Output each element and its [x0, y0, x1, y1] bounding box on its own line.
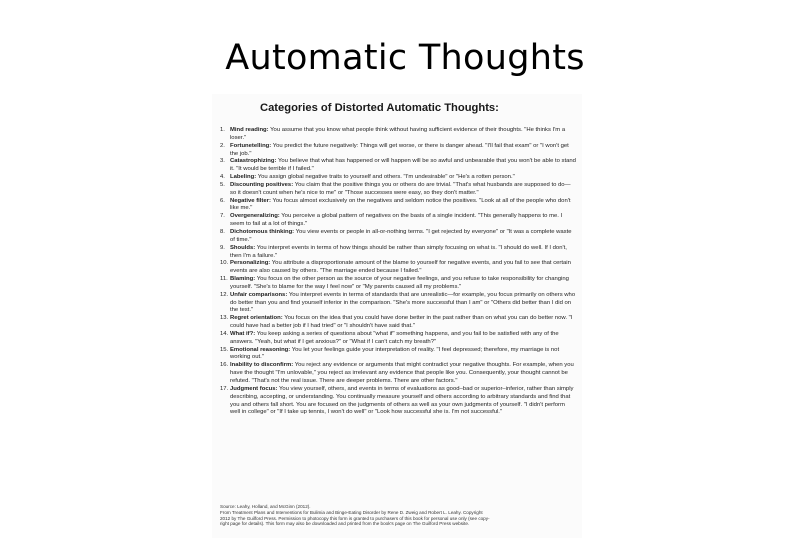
- item-description: You focus on the idea that you could have done better in the past rather than on what you can do better now. "I could have had a better job if I had tried" or "I shouldn't have said that.": [230, 315, 573, 330]
- item-description: You predict the future negatively: Things will get worse, or there is danger ahead. "I'll fail that exam" or "I won't get the job.": [230, 142, 569, 157]
- item-term: Mind reading:: [230, 127, 269, 133]
- list-item: [220, 158, 576, 174]
- item-description: You let your feelings guide your interpretation of reality. "I feel depressed; therefore, my marriage is not working out.": [230, 346, 560, 361]
- item-number: 12.: [220, 291, 229, 298]
- list-item: [220, 174, 576, 182]
- item-term: Blaming:: [230, 276, 256, 283]
- item-description: You perceive a global pattern of negatives on the basis of a single incident. "This generally happens to me. I seem to fail at a lot of things.": [230, 213, 563, 228]
- item-number: 14.: [220, 330, 229, 337]
- item-term: Labeling:: [230, 174, 257, 181]
- item-number: 6.: [220, 197, 225, 204]
- item-number: 7.: [220, 213, 225, 220]
- source-line: 2012 by The Guilford Press. Permission to photocopy this form is granted to purchasers of this book for personal use only (see copy-: [220, 515, 490, 521]
- item-term: Catastrophizing:: [230, 158, 277, 165]
- item-number: 3.: [220, 158, 225, 165]
- list-item: [220, 245, 576, 261]
- item-term: Discounting positives:: [230, 181, 294, 188]
- item-term: Overgeneralizing:: [230, 213, 280, 220]
- source-line: From Treatment Plans and Interventions for Bulimia and Binge-Eating Disorder by Rene D. Zweig and Robert L. Leahy. Copyright: [220, 509, 483, 515]
- list-item: [220, 276, 576, 292]
- source-citation: [220, 504, 576, 527]
- list-item: [220, 362, 576, 386]
- source-line: right page for details). This form may also be downloaded and printed from the book's page on The Guilford Press website.: [220, 521, 470, 527]
- list-item: [220, 260, 576, 276]
- item-term: Fortunetelling:: [230, 142, 272, 149]
- list-item: [220, 347, 576, 363]
- list-item: [220, 386, 576, 417]
- list-item: [220, 315, 576, 331]
- item-number: 17.: [220, 385, 229, 392]
- item-term: Judgment focus:: [230, 385, 278, 392]
- item-description: You assume that you know what people think without having sufficient evidence of their thoughts. "He thinks I'm a loser.": [230, 127, 566, 141]
- item-number: 15.: [220, 346, 229, 353]
- item-term: Negative filter:: [230, 197, 271, 204]
- item-term: What if?:: [230, 330, 256, 337]
- item-description: You keep asking a series of questions about "what if" something happens, and you fail to be satisfied with any of the answers. "Yeah, but what if I get anxious?" or "What if I can't catch my breath?": [230, 330, 559, 345]
- item-number: 4.: [220, 174, 225, 181]
- source-line: Source: Leahy, Holland, and McGinn (2012).: [220, 504, 311, 509]
- item-term: Emotional reasoning:: [230, 346, 291, 353]
- slide-title: Automatic Thoughts: [225, 38, 585, 78]
- list-item: [220, 198, 576, 214]
- item-number: 9.: [220, 244, 225, 251]
- item-number: 8.: [220, 228, 225, 235]
- item-description: You believe that what has happened or will happen will be so awful and unbearable that you won't be able to stand it. "It would be terrible if I failed.": [230, 158, 576, 173]
- item-description: You interpret events in terms of standards that are unrealistic—for example, you focus primarily on others who do better than you and find yourself inferior in the comparison. "She's more successful than I am" or "Others did better than I did on the test.": [230, 291, 576, 314]
- list-item: [220, 182, 576, 198]
- item-description: You view yourself, others, and events in terms of evaluations as good–bad or superior–inferior, rather than simply describing, accepting, or understanding. You continually measure yourself and others according to arbitrary standards and find that you and others fall short. You are focused on the judgments of others as well as your own judgments of yourself. "I didn't perform well in college" or "If I take up tennis, I won't do well" or "Look how successful she is. I'm not successful.": [230, 385, 574, 416]
- distortion-list: [220, 127, 576, 417]
- scanned-document: [212, 94, 582, 538]
- item-description: You focus almost exclusively on the negatives and seldom notice the positives. "Look at all of the people who don't like me.": [230, 197, 571, 212]
- item-term: Regret orientation:: [230, 315, 283, 322]
- list-item: [220, 331, 576, 347]
- item-description: You interpret events in terms of how things should be rather than simply focusing on what is. "I should do well. If I don't, then I'm a failure.": [230, 244, 567, 259]
- item-number: 16.: [220, 362, 229, 369]
- item-description: You attribute a disproportionate amount of the blame to yourself for negative events, and you fail to see that certain events are also caused by others. "The marriage ended because I failed.": [230, 260, 571, 275]
- document-heading: Categories of Distorted Automatic Thoughts:: [260, 102, 499, 114]
- item-description: You claim that the positive things you or others do are trivial. "That's what husbands are supposed to do—so it doesn't count when he's nice to me" or "Those successes were easy, so they don't matter.": [230, 181, 571, 196]
- item-term: Inability to disconfirm:: [230, 362, 294, 369]
- item-term: Unfair comparisons:: [230, 291, 288, 298]
- list-item: [220, 127, 576, 143]
- item-number: 10.: [220, 260, 229, 267]
- item-description: You reject any evidence or arguments that might contradict your negative thoughts. For example, when you have the thought "I'm unlovable," you reject as irrelevant any evidence that people like you. Consequently, your thought cannot be refuted. "That's not the real issue. There are deeper problems. There are other factors.": [230, 362, 574, 384]
- item-number: 13.: [220, 315, 229, 322]
- list-item: [220, 292, 576, 316]
- item-description: You focus on the other person as the source of your negative feelings, and you refuse to take responsibility for changing yourself. "She's to blame for the way I feel now" or "My parents caused all my problems.": [230, 276, 569, 290]
- item-description: You view events or people in all-or-nothing terms. "I get rejected by everyone" or "It was a complete waste of time.": [230, 228, 572, 243]
- item-number: 11.: [220, 276, 228, 283]
- item-number: 2.: [220, 142, 225, 149]
- item-term: Personalizing:: [230, 260, 271, 267]
- list-item: [220, 229, 576, 245]
- item-number: 5.: [220, 181, 225, 188]
- list-item: [220, 213, 576, 229]
- item-number: 1.: [220, 127, 225, 133]
- item-term: Dichotomous thinking:: [230, 228, 295, 235]
- item-term: Shoulds:: [230, 244, 256, 251]
- list-item: [220, 143, 576, 159]
- item-description: You assign global negative traits to yourself and others. "I'm undesirable" or "He's a rotten person.": [256, 174, 515, 181]
